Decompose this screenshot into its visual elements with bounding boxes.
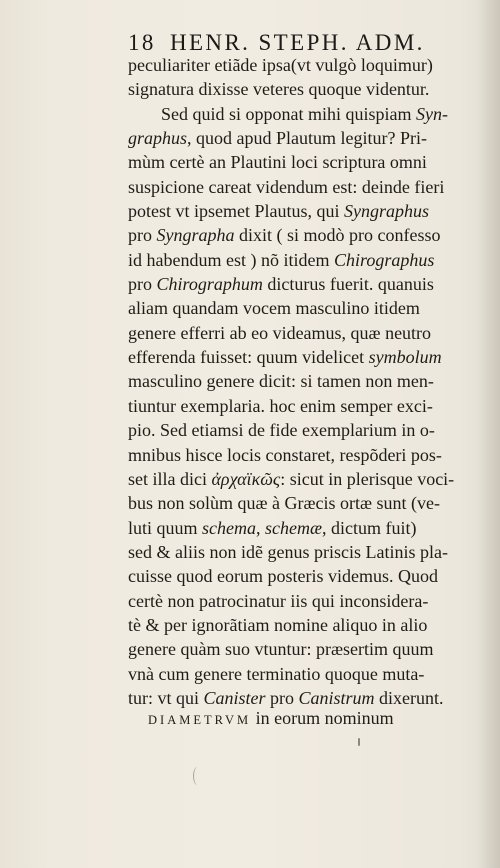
- text-run: , dictum fuit): [322, 517, 417, 538]
- text-run: mnibus hisce locis constaret, respõderi pos-: [128, 444, 442, 465]
- text-run: ,: [256, 517, 265, 538]
- text-run: cuisse quod eorum posteris videmus. Quod: [128, 566, 438, 587]
- text-line: [128, 491, 478, 515]
- italic-word: Syngrapha: [156, 225, 235, 246]
- italic-word: Canistrum: [298, 687, 375, 708]
- text-run: vnà cum genere terminatio quoque muta-: [128, 663, 425, 684]
- page-number: 18: [128, 30, 156, 55]
- text-line: [128, 540, 478, 564]
- text-run: tur: vt qui: [128, 687, 204, 708]
- text-run: pio. Sed etiamsi de fide exemplarium in o-: [128, 420, 435, 441]
- italic-word: graphus: [128, 128, 188, 149]
- text-run: id habendum est ) nõ itidem: [128, 249, 334, 270]
- catchword-rest: in eorum nominum: [251, 708, 394, 728]
- text-line: [128, 662, 478, 686]
- italic-word: schemæ: [265, 517, 322, 538]
- body-text: [128, 53, 478, 710]
- text-run: signatura dixisse veteres quoque videntur.: [128, 79, 430, 100]
- text-run: mùm certè an Plautini loci scriptura omni: [128, 152, 427, 173]
- text-run: Sed quid si opponat mihi quispiam: [161, 103, 416, 124]
- text-line: [128, 53, 478, 77]
- text-line: [128, 637, 478, 661]
- text-run: potest vt ipsemet Plautus, qui: [128, 201, 344, 222]
- ink-mark: [358, 738, 360, 746]
- text-line: [128, 369, 478, 393]
- catchword-line: [148, 708, 478, 729]
- text-run: pro: [128, 225, 157, 246]
- text-line: [128, 199, 478, 223]
- text-line: [161, 102, 478, 126]
- text-run: : sicut in plerisque voci-: [280, 468, 455, 489]
- text-line: [128, 126, 478, 150]
- text-run: suspicione careat videndum est: deinde fieri: [128, 176, 445, 197]
- text-line: [128, 272, 478, 296]
- text-run: set illa dici: [128, 468, 212, 489]
- italic-word: schema: [202, 517, 256, 538]
- text-line: [128, 321, 478, 345]
- text-line: [128, 77, 478, 101]
- text-run: , quod apud Plautum legitur? Pri-: [187, 128, 427, 149]
- text-line: [128, 613, 478, 637]
- text-run: tiuntur exemplaria. hoc enim semper exci-: [128, 395, 433, 416]
- text-run: tè & per ignorãtiam nomine aliquo in alio: [128, 614, 428, 635]
- gutter-shadow: [478, 0, 500, 868]
- text-line: [128, 564, 478, 588]
- text-line: [128, 394, 478, 418]
- text-line: [128, 589, 478, 613]
- text-line: [128, 516, 478, 540]
- text-line: [128, 345, 478, 369]
- text-run: dicturus fuerit. quanuis: [262, 274, 434, 295]
- text-run: aliam quandam vocem masculino itidem: [128, 298, 420, 319]
- italic-word: Canister: [203, 687, 266, 708]
- text-run: certè non patrocinatur iis qui inconsidera-: [128, 590, 429, 611]
- text-run: pro: [265, 687, 299, 708]
- text-run: pro: [128, 274, 157, 295]
- italic-word: Chirographus: [333, 249, 435, 270]
- text-run: dixerunt.: [374, 687, 444, 708]
- text-run: sed & aliis non idẽ genus priscis Latinis pla-: [128, 541, 448, 562]
- text-line: [128, 686, 478, 710]
- text-line: [128, 248, 478, 272]
- text-line: [128, 296, 478, 320]
- text-run: masculino genere dicit: si tamen non men-: [128, 371, 434, 392]
- text-run: dixit ( si modò pro confesso: [234, 225, 441, 246]
- text-run: peculiariter etiãde ipsa(vt vulgò loquimur): [128, 55, 433, 75]
- text-line: [128, 223, 478, 247]
- text-run: genere quàm suo vtuntur: præsertim quum: [128, 639, 434, 660]
- text-run: genere efferri ab eo videamus, quæ neutro: [128, 322, 432, 343]
- text-line: [128, 150, 478, 174]
- text-line: [128, 443, 478, 467]
- running-title: HENR. STEPH. ADM.: [169, 30, 425, 55]
- text-run: bus non solùm quæ à Græcis ortæ sunt (ve-: [128, 493, 440, 514]
- italic-word: Syngraphus: [344, 201, 429, 222]
- italic-word: ἀρχαϊκῶς: [211, 468, 281, 489]
- text-run: luti quum: [128, 517, 203, 538]
- italic-word: Chirographum: [156, 274, 263, 295]
- text-line: [128, 175, 478, 199]
- italic-word: Syn-: [416, 103, 448, 124]
- text-run: efferenda fuisset: quum videlicet: [128, 347, 369, 368]
- paper-blemish: [193, 767, 202, 785]
- catchword-caps: DIAMETRVM: [148, 713, 252, 727]
- text-line: [128, 418, 478, 442]
- text-line: [128, 467, 478, 491]
- italic-word: symbolum: [368, 347, 442, 368]
